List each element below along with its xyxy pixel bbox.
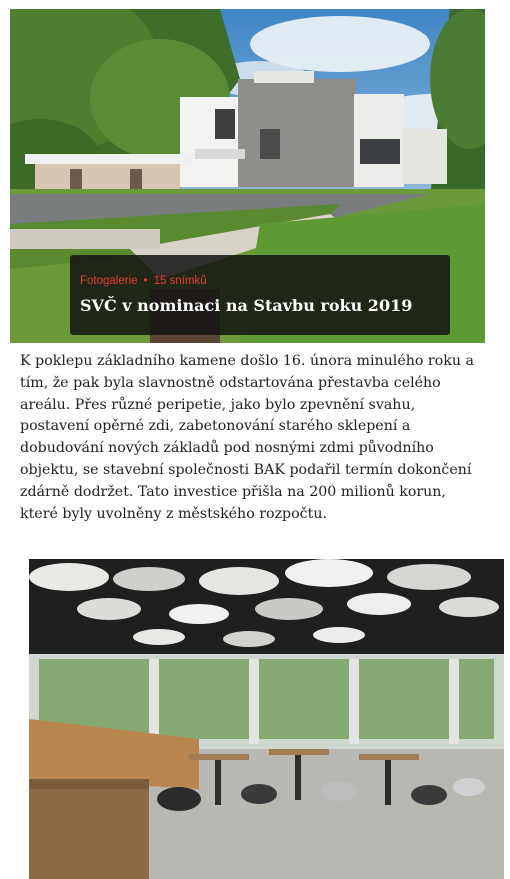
meta-separator: • bbox=[143, 275, 148, 287]
gallery-hero[interactable] bbox=[10, 9, 485, 343]
gallery-label: Fotogalerie bbox=[80, 275, 138, 287]
cafeteria-photo bbox=[29, 559, 504, 879]
interior-photo bbox=[29, 559, 504, 879]
article-paragraph: K poklepu základního kamene došlo 16. února minulého roku a tím, že pak byla slavnostně odstartována přestavba celého areálu. Přes různé peripetie, jako bylo zpevnění svahu, postavení opěrné zdi, zabetonování starého sklepení a dobudování nových základů pod nosnými zdmi původního objektu, se stavební společnosti BAK podařil termín dokončení zdárně dodržet. Tato investice přišla na 200 milionů korun, které byly uvolněny z městského rozpočtu. bbox=[20, 353, 474, 522]
gallery-meta bbox=[80, 273, 440, 289]
gallery-caption[interactable] bbox=[70, 255, 450, 335]
photo-count: 15 snímků bbox=[153, 275, 207, 287]
gallery-title[interactable]: SVČ v nominaci na Stavbu roku 2019 bbox=[80, 296, 413, 315]
